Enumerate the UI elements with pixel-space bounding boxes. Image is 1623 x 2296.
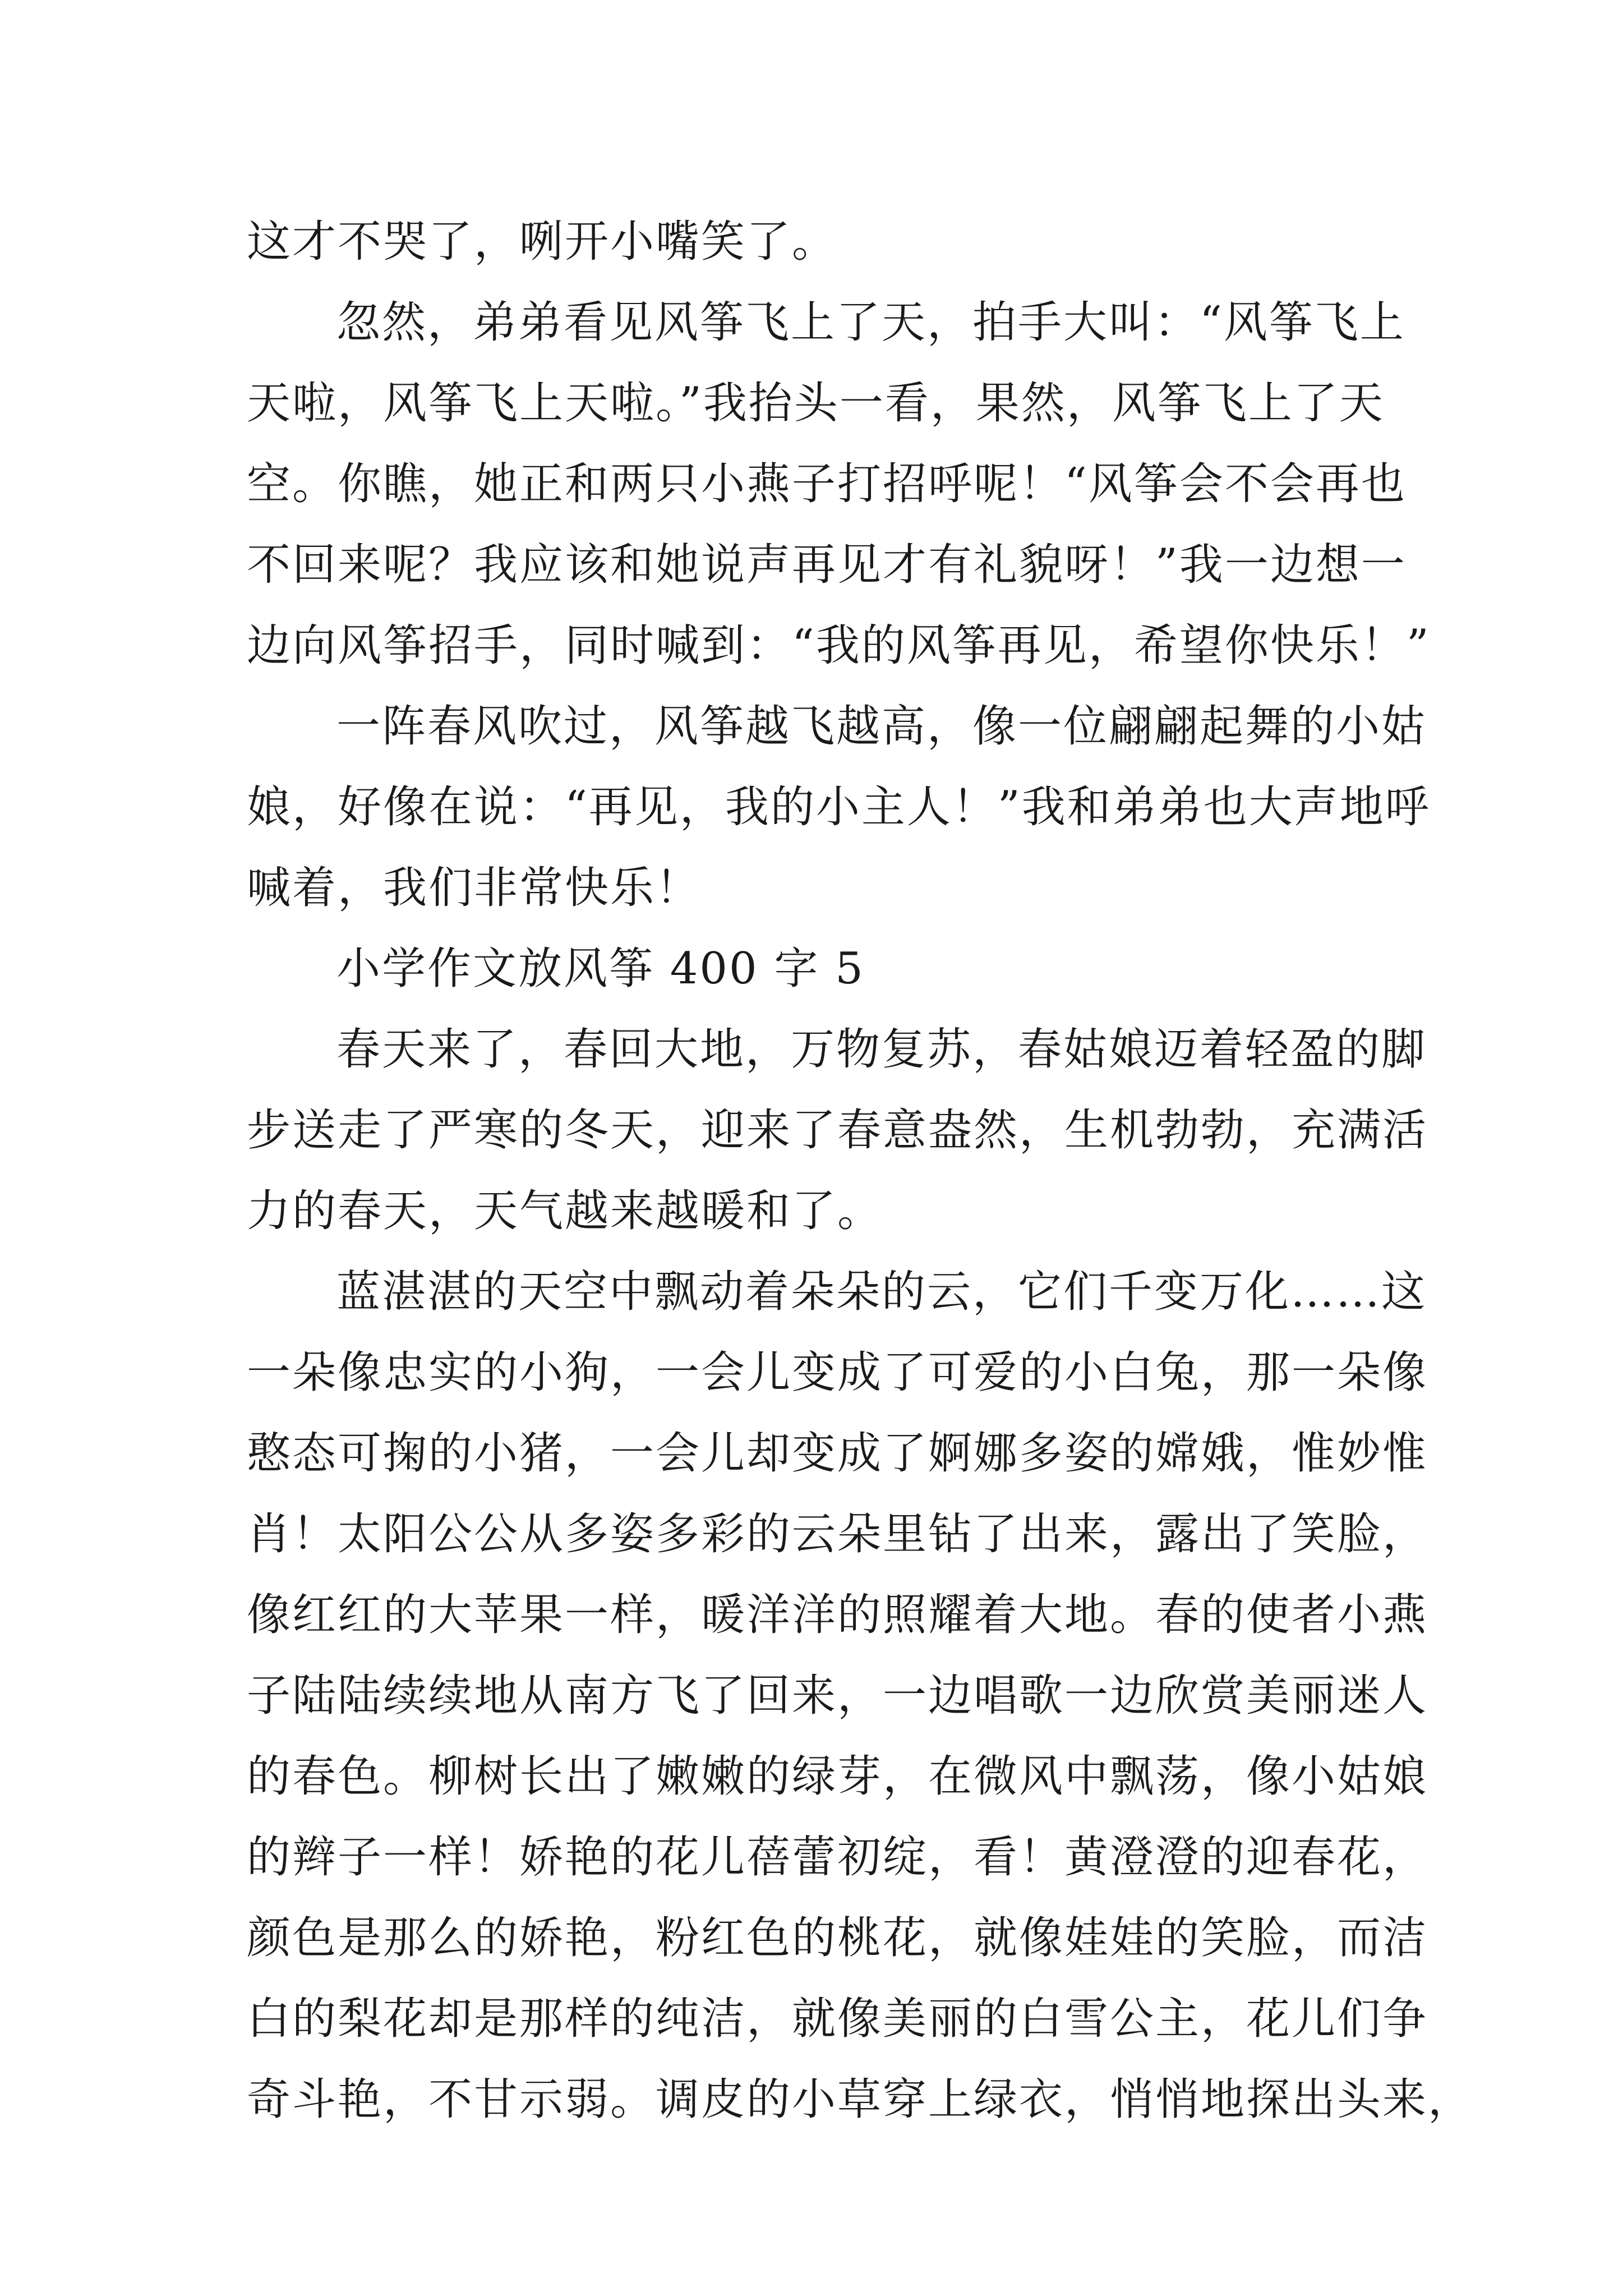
paragraph-first-line: 春天来了，春回大地，万物复苏，春姑娘迈着轻盈的脚 [336,1024,1427,1075]
text-line: 空。你瞧，她正和两只小燕子打招呼呢！“风筝会不会再也 [247,459,1407,509]
text-line: 的春色。柳树长出了嫩嫩的绿芽，在微风中飘荡，像小姑娘 [247,1751,1428,1802]
text-line: 步送走了严寒的冬天，迎来了春意盎然，生机勃勃，充满活 [247,1105,1428,1156]
text-line: 憨态可掬的小猪，一会儿却变成了婀娜多姿的嫦娥，惟妙惟 [247,1428,1428,1479]
paragraph-first-line: 蓝湛湛的天空中飘动着朵朵的云，它们千变万化……这 [336,1267,1427,1317]
text-line: 娘，好像在说：“再见，我的小主人！”我和弟弟也大声地呼 [247,782,1431,832]
text-line: 白的梨花却是那样的纯洁，就像美丽的白雪公主，花儿们争 [247,1994,1428,2044]
text-line: 边向风筝招手，同时喊到：“我的风筝再见，希望你快乐！” [247,620,1431,671]
text-line: 这才不哭了，咧开小嘴笑了。 [247,217,838,267]
text-line: 喊着，我们非常快乐！ [247,863,702,913]
paragraph-first-line: 一阵春风吹过，风筝越飞越高，像一位翩翩起舞的小姑 [336,701,1427,752]
text-line: 奇斗艳，不甘示弱。调皮的小草穿上绿衣，悄悄地探出头来， [247,2074,1474,2125]
text-line: 像红红的大苹果一样，暖洋洋的照耀着大地。春的使者小燕 [247,1590,1428,1640]
text-line: 天啦，风筝飞上天啦。”我抬头一看，果然，风筝飞上了天 [247,378,1385,429]
text-line: 力的春天，天气越来越暖和了。 [247,1186,883,1236]
section-heading: 小学作文放风筝 400 字 5 [336,944,865,994]
text-line: 子陆陆续续地从南方飞了回来，一边唱歌一边欣赏美丽迷人 [247,1671,1428,1721]
text-line: 一朵像忠实的小狗，一会儿变成了可爱的小白兔，那一朵像 [247,1347,1428,1398]
paragraph-first-line: 忽然，弟弟看见风筝飞上了天，拍手大叫：“风筝飞上 [336,297,1405,348]
text-line: 肖！太阳公公从多姿多彩的云朵里钻了出来，露出了笑脸， [247,1509,1428,1559]
text-line: 的辫子一样！娇艳的花儿蓓蕾初绽，看！黄澄澄的迎春花， [247,1832,1428,1883]
text-line: 不回来呢？我应该和她说声再见才有礼貌呀！”我一边想一 [247,540,1407,590]
text-line: 颜色是那么的娇艳，粉红色的桃花，就像娃娃的笑脸，而洁 [247,1913,1428,1963]
